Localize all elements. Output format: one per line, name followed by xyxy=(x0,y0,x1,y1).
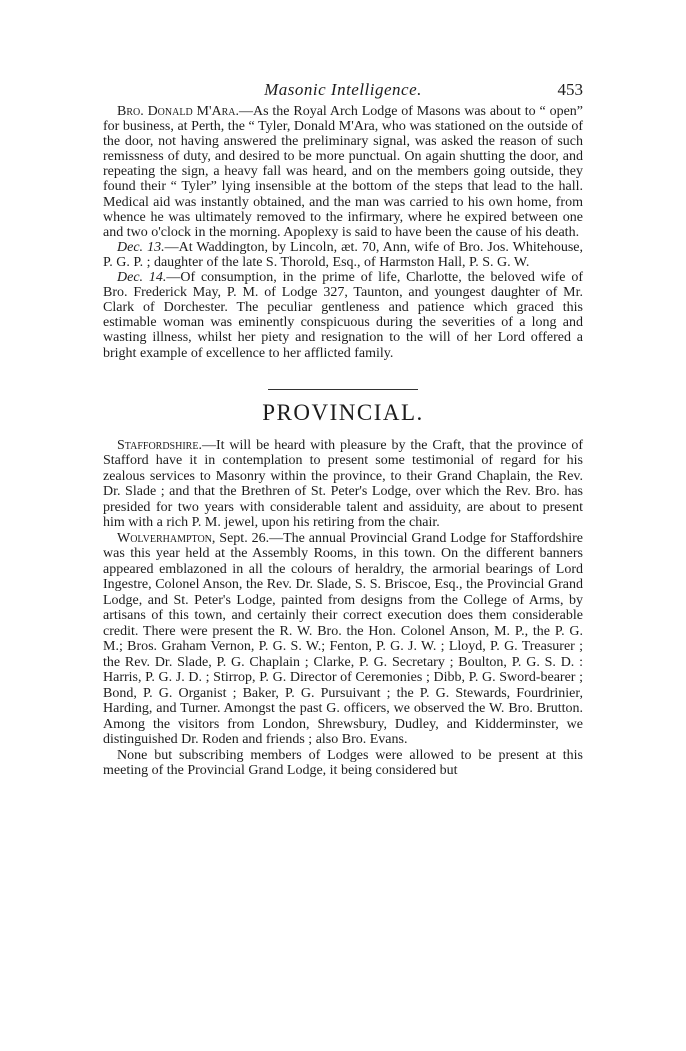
running-title: Masonic Intelligence. xyxy=(264,80,422,99)
entry-lead: Dec. 14. xyxy=(117,270,167,286)
paragraph xyxy=(103,438,583,531)
entry-lead: Wolverhampton, xyxy=(117,530,216,546)
section-divider xyxy=(103,361,583,396)
entry-lead: Staffordshire. xyxy=(117,437,202,453)
paragraph xyxy=(103,531,583,748)
paragraph xyxy=(103,748,583,779)
entry-text: Sept. 26.—The annual Provincial Grand Lodge for Staffordshire was this year held at the Assembly Rooms, in this town. On the different banners appeared emblazoned in all the colours of heraldry, the armorial bearings of Lord Ingestre, Colonel Anson, the Rev. Dr. Slade, S. S. Briscoe, Esq., the Provincial Grand Lodge, and St. Peter's Lodge, painted from designs from the College of Arms, by artisans of this town, and certainly their correct execution does them considerable credit. There were present the R. W. Bro. the Hon. Colonel Anson, M. P., the P. G. M.; Bros. Graham Vernon, P. G. S. W.; Fenton, P. G. J. W. ; Lloyd, P. G. Treasurer ; the Rev. Dr. Slade, P. G. Chaplain ; Clarke, P. G. Secretary ; Boulton, P. G. S. D. : Harris, P. G. J. D. ; Stirrop, P. G. Director of Ceremonies ; Dibb, P. G. Sword-bearer ; Bond, P. G. Organist ; Baker, P. G. Pursuivant ; the P. G. Stewards, Fourdrinier, Harding, and Turner. Amongst the past G. officers, we observed the W. Bro. Brutton. Among the visitors from London, Shrewsbury, Dudley, and Kidderminster, we distinguished Dr. Roden and friends ; also Bro. Evans. xyxy=(103,530,583,748)
section-title: PROVINCIAL. xyxy=(262,399,424,425)
paragraph xyxy=(103,240,583,270)
divider-rule xyxy=(268,389,418,390)
page xyxy=(103,74,583,779)
paragraph xyxy=(103,270,583,361)
entry-text: —It will be heard with pleasure by the Craft, that the province of Stafford have it in contemplation to present some testimonial of regard for his zealous services to Masonry within the province, to their Grand Chaplain, the Rev. Dr. Slade ; and that the Brethren of St. Peter's Lodge, over which the Rev. Bro. has presided for two years with considerable talent and assiduity, are about to present him with a rich P. M. jewel, upon his retiring from the chair. xyxy=(103,437,583,531)
entry-lead: Bro. Donald M'Ara. xyxy=(117,104,239,119)
page-number: 453 xyxy=(557,80,583,99)
entry-text: —As the Royal Arch Lodge of Masons was about to “ open” for business, at Perth, the “ Tyler, Donald M'Ara, who was stationed on the outside of the door, not having answered the preliminary signal, was asked the reason of such remissness of duty, and desired to be more punctual. On again shutting the door, and repeating the sign, a heavy fall was heard, and on the members going outside, they found their “ Tyler” lying insensible at the bottom of the steps that lead to the hall. Medical aid was instantly obtained, and the man was carried to his own home, from whence he was ultimately removed to the infirmary, where he expired between one and two o'clock in the morning. Apoplexy is said to have been the cause of his death. xyxy=(103,104,583,240)
paragraph xyxy=(103,104,583,240)
entry-text: —At Waddington, by Lincoln, æt. 70, Ann, wife of Bro. Jos. Whitehouse, P. G. P. ; daughter of the late S. Thorold, Esq., of Harmston Hall, P. S. G. W. xyxy=(103,239,583,270)
running-head xyxy=(103,74,583,104)
entry-text: None but subscribing members of Lodges were allowed to be present at this meeting of the Provincial Grand Lodge, it being considered but xyxy=(103,747,583,779)
provincial-section xyxy=(103,438,583,779)
entry-lead: Dec. 13. xyxy=(117,239,165,255)
entry-text: —Of consumption, in the prime of life, Charlotte, the beloved wife of Bro. Frederick May, P. M. of Lodge 327, Taunton, and youngest daughter of Mr. Clark of Dorchester. The peculiar gentleness and patience which graced this estimable woman was eminently conspicuous during the severities of a long and wasting illness, whilst her piety and resignation to the will of her Lord offered a bright example of excellence to her afflicted family. xyxy=(103,270,583,361)
obituaries-section xyxy=(103,104,583,361)
